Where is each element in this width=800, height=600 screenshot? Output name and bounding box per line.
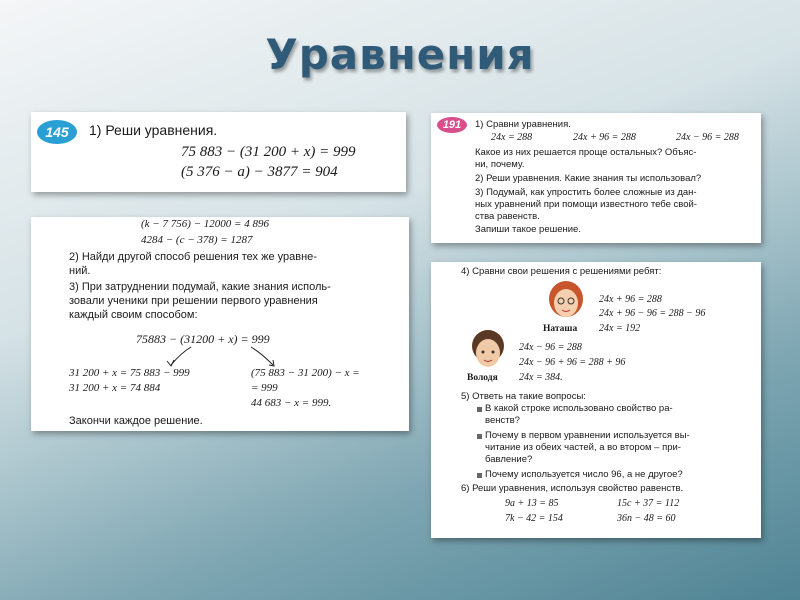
question-1-line-2: венств?: [485, 415, 520, 426]
text-line-8: Запиши такое решение.: [475, 224, 581, 235]
text-line-3: ни, почему.: [475, 159, 525, 170]
card-task-191-continuation: [431, 262, 761, 538]
text-line-7: ства равенств.: [475, 211, 540, 222]
task-number-badge: 145: [37, 120, 77, 144]
card-task-145: [31, 112, 406, 192]
text-line-4: 2) Реши уравнения. Какие знания ты использовал?: [475, 173, 702, 184]
card-task-continuation: [31, 217, 409, 431]
left-solution-line-1: 31 200 + x = 75 883 − 999: [69, 367, 190, 379]
volodya-step-1: 24x − 96 = 288: [519, 342, 582, 353]
card-footer: Закончи каждое решение.: [69, 415, 203, 427]
equation-c: 24x − 96 = 288: [676, 132, 739, 143]
task-2-line-2: ний.: [69, 265, 91, 277]
question-2-line-2: читание из обеих частей, а во втором – при-: [485, 442, 681, 453]
left-solution-line-2: 31 200 + x = 74 884: [69, 382, 161, 394]
main-equation: 75883 − (31200 + x) = 999: [136, 332, 270, 346]
volodya-step-2: 24x − 96 + 96 = 288 + 96: [519, 357, 626, 368]
bullet-icon: [477, 473, 482, 478]
exercise-equation-1: 9a + 13 = 85: [505, 498, 559, 509]
slide-title: Уравнения: [265, 30, 535, 79]
exercise-equation-2: 15c + 37 = 112: [617, 498, 680, 509]
question-1-line-1: В какой строке использовано свойство ра-: [485, 403, 673, 414]
exercise-equation-3: 7k − 42 = 154: [505, 513, 563, 524]
question-2-line-3: бавление?: [485, 454, 533, 465]
bullet-icon: [477, 407, 482, 412]
question-3: Почему используется число 96, а не другое?: [485, 469, 683, 480]
equation-b: 24x + 96 = 288: [573, 132, 636, 143]
right-solution-line-2: = 999: [251, 382, 278, 394]
text-line-6: ных уравнений при помощи известного тебе свой-: [475, 199, 697, 210]
task-5-heading: 5) Ответь на такие вопросы:: [461, 391, 586, 402]
equation-1: 75 883 − (31 200 + x) = 999: [181, 144, 356, 160]
task-3-line-1: 3) При затруднении подумай, какие знания исполь-: [69, 281, 331, 293]
natasha-step-2: 24x + 96 − 96 = 288 − 96: [599, 308, 706, 319]
equation-a: 24x = 288: [491, 132, 533, 143]
right-solution-line-1: (75 883 − 31 200) − x =: [251, 367, 360, 379]
text-line-5: 3) Подумай, как упростить более сложные из дан-: [475, 187, 697, 198]
task-3-line-2: зовали ученики при решении первого уравнения: [69, 295, 318, 307]
solution-arrows: [151, 345, 291, 369]
task-6-heading: 6) Реши уравнения, используя свойство равенств.: [461, 483, 684, 494]
equation-4: 4284 − (c − 378) = 1287: [141, 234, 253, 246]
natasha-name: Наташа: [543, 324, 578, 334]
natasha-portrait: [546, 279, 586, 323]
natasha-step-1: 24x + 96 = 288: [599, 294, 662, 305]
task-4-heading: 4) Сравни свои решения с решениями ребят:: [461, 266, 662, 277]
task-heading: 1) Реши уравнения.: [89, 122, 218, 138]
task-3-line-3: каждый своим способом:: [69, 309, 198, 321]
card-task-191: [431, 113, 761, 243]
text-line-2: Какое из них решается проще остальных? Объяс-: [475, 147, 697, 158]
task-2-line-1: 2) Найди другой способ решения тех же уравне-: [69, 251, 317, 263]
equation-3: (k − 7 756) − 12000 = 4 896: [141, 218, 269, 230]
volodya-name: Володя: [467, 373, 498, 383]
volodya-portrait: [469, 328, 507, 372]
volodya-step-3: 24x = 384.: [519, 372, 563, 383]
natasha-step-3: 24x = 192: [599, 323, 641, 334]
bullet-icon: [477, 434, 482, 439]
task-number-badge: 191: [437, 117, 467, 133]
exercise-equation-4: 36n − 48 = 60: [617, 513, 676, 524]
equation-2: (5 376 − a) − 3877 = 904: [181, 164, 338, 180]
right-solution-line-3: 44 683 − x = 999.: [251, 397, 332, 409]
task-1-heading: 1) Сравни уравнения.: [475, 119, 571, 130]
question-2-line-1: Почему в первом уравнении используется вы-: [485, 430, 690, 441]
